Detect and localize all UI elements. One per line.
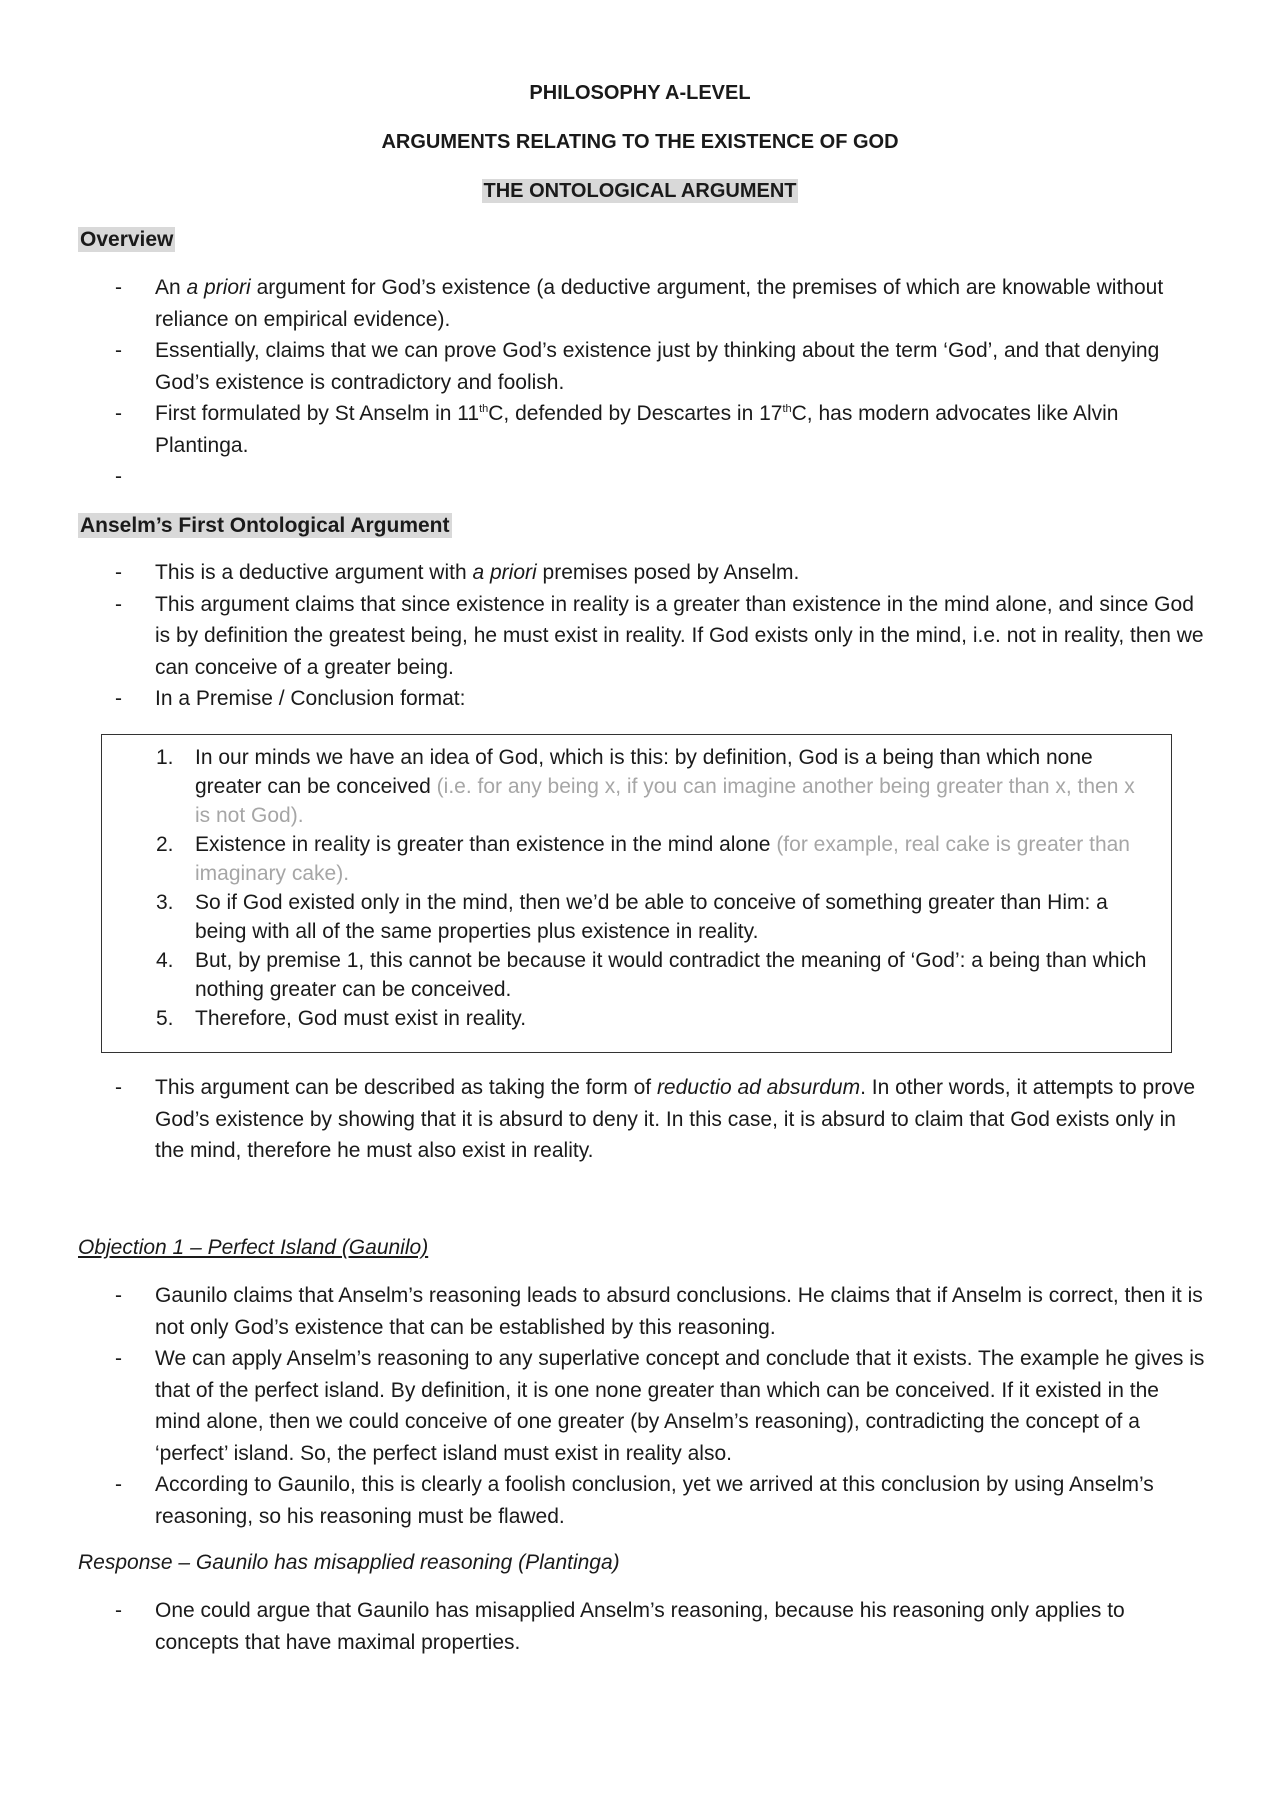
item-text: C, has modern advocates like Alvin Plantinga. xyxy=(155,402,1119,457)
premise-number: 4. xyxy=(156,949,174,972)
premise-number: 3. xyxy=(156,891,174,914)
list-item xyxy=(0,1072,1280,1167)
item-text: premises posed by Anselm. xyxy=(536,561,800,584)
list-item xyxy=(0,683,1280,715)
item-text: One could argue that Gaunilo has misapplied Anselm’s reasoning, because his reasoning only applies to concepts that have maximal properties. xyxy=(155,1599,1125,1654)
bullet-dash: - xyxy=(115,402,122,425)
item-text: First formulated by St Anselm in 11 xyxy=(155,402,480,425)
premise-item xyxy=(102,1004,1171,1033)
item-italic: a priori xyxy=(186,276,251,299)
item-italic: reductio ad absurdum xyxy=(656,1076,861,1099)
list-item xyxy=(0,1595,1280,1658)
bullet-dash: - xyxy=(115,339,122,362)
premise-text: Existence in reality is greater than existence in the mind alone xyxy=(195,833,771,856)
premise-text: In our minds we have an idea of God, which is this: by definition, God is a being than which none greater can be conceived xyxy=(195,746,1093,798)
premise-text: Therefore, God must exist in reality. xyxy=(195,1007,527,1030)
item-text: This is a deductive argument with xyxy=(155,561,473,584)
anselm-list xyxy=(0,557,1280,715)
superscript: th xyxy=(782,403,792,415)
bullet-dash: - xyxy=(115,687,122,710)
list-item xyxy=(0,1469,1280,1532)
subject-text: PHILOSOPHY A-LEVEL xyxy=(529,82,751,104)
list-item xyxy=(0,398,1280,461)
item-text: According to Gaunilo, this is clearly a foolish conclusion, yet we arrived at this conclusion by using Anselm’s reasoning, so his reasoning must be flawed. xyxy=(155,1473,1154,1528)
anselm-heading xyxy=(78,512,452,540)
premise-item xyxy=(102,743,1171,830)
superscript: th xyxy=(479,403,489,415)
overview-list xyxy=(0,272,1280,493)
premise-note: (i.e. for any being x, if you can imagine another being greater than x, then x is not God). xyxy=(195,775,1135,827)
overview-heading xyxy=(78,226,175,254)
premise-item xyxy=(102,888,1171,946)
premise-note: (for example, real cake is greater than imaginary cake). xyxy=(195,833,1130,885)
item-text: An xyxy=(155,276,187,299)
bullet-dash: - xyxy=(115,465,122,488)
premise-box xyxy=(101,734,1172,1053)
list-item xyxy=(0,1343,1280,1469)
premise-number: 1. xyxy=(156,746,174,769)
premise-text: So if God existed only in the mind, then we’d be able to conceive of something greater than Him: a being with all of the same properties plus existence in reality. xyxy=(195,891,1108,943)
premise-number: 2. xyxy=(156,833,174,856)
bullet-dash: - xyxy=(115,1076,122,1099)
topic-text: ARGUMENTS RELATING TO THE EXISTENCE OF GOD xyxy=(381,131,899,153)
doc-argument-title xyxy=(0,177,1280,205)
item-text: This argument claims that since existence in reality is a greater than existence in the mind alone, and since God is by definition the greatest being, he must exist in reality. If God exists only in the mind, i.e. not in reality, then we can conceive of a greater being. xyxy=(155,592,1204,679)
item-text: . In other words, it attempts to prove God’s existence by showing that it is absurd to deny it. In this case, it is absurd to claim that God exists only in the mind, therefore he must also exist in reality. xyxy=(155,1076,1196,1162)
item-text: We can apply Anselm’s reasoning to any superlative concept and conclude that it exists. The example he gives is that of the perfect island. By definition, it is one none greater than which can be conceived. If it existed in the mind alone, then we could conceive of one greater (by Anselm’s reasoning), contradicting the concept of a ‘perfect’ island. So, the perfect island must exist in reality also. xyxy=(155,1347,1205,1465)
premise-text: But, by premise 1, this cannot be because it would contradict the meaning of ‘God’: a being than which nothing greater can be conceived. xyxy=(195,949,1147,1001)
objection-list xyxy=(0,1280,1280,1532)
bullet-dash: - xyxy=(115,276,122,299)
bullet-dash: - xyxy=(115,561,122,584)
doc-topic-title xyxy=(0,128,1280,156)
overview-heading-text: Overview xyxy=(80,228,174,251)
bullet-dash: - xyxy=(115,1284,122,1307)
item-text: Essentially, claims that we can prove God’s existence just by thinking about the term ‘God’, and that denying God’s existence is contradictory and foolish. xyxy=(155,339,1160,394)
bullet-dash: - xyxy=(115,1473,122,1496)
premise-list xyxy=(102,743,1171,1033)
item-italic: a priori xyxy=(472,561,537,584)
anselm-list-continued xyxy=(0,1072,1280,1167)
premise-item xyxy=(102,946,1171,1004)
premise-number: 5. xyxy=(156,1007,174,1030)
bullet-dash: - xyxy=(115,1599,122,1622)
list-item xyxy=(0,272,1280,335)
item-text: C, defended by Descartes in 17 xyxy=(488,402,783,425)
bullet-dash: - xyxy=(115,1347,122,1370)
response-list xyxy=(0,1595,1280,1658)
item-text: In a Premise / Conclusion format: xyxy=(155,687,466,710)
bullet-dash: - xyxy=(115,592,122,616)
list-item xyxy=(0,589,1280,684)
response-heading: Response – Gaunilo has misapplied reasoning (Plantinga) xyxy=(78,1551,620,1574)
item-text: argument for God’s existence (a deductive argument, the premises of which are knowable without reliance on empirical evidence). xyxy=(155,276,1164,331)
doc-subject-title xyxy=(0,79,1280,107)
argument-title-text: THE ONTOLOGICAL ARGUMENT xyxy=(483,180,797,202)
item-text: This argument can be described as taking the form of xyxy=(155,1076,657,1099)
premise-item xyxy=(102,830,1171,888)
item-text: Gaunilo claims that Anselm’s reasoning leads to absurd conclusions. He claims that if Anselm is correct, then it is not only God’s existence that can be established by this reasoning. xyxy=(155,1284,1203,1339)
objection-heading: Objection 1 – Perfect Island (Gaunilo) xyxy=(78,1236,429,1259)
list-item xyxy=(0,557,1280,589)
list-item xyxy=(0,335,1280,398)
anselm-heading-text: Anselm’s First Ontological Argument xyxy=(80,514,450,537)
list-item-empty xyxy=(0,461,1280,493)
list-item xyxy=(0,1280,1280,1343)
